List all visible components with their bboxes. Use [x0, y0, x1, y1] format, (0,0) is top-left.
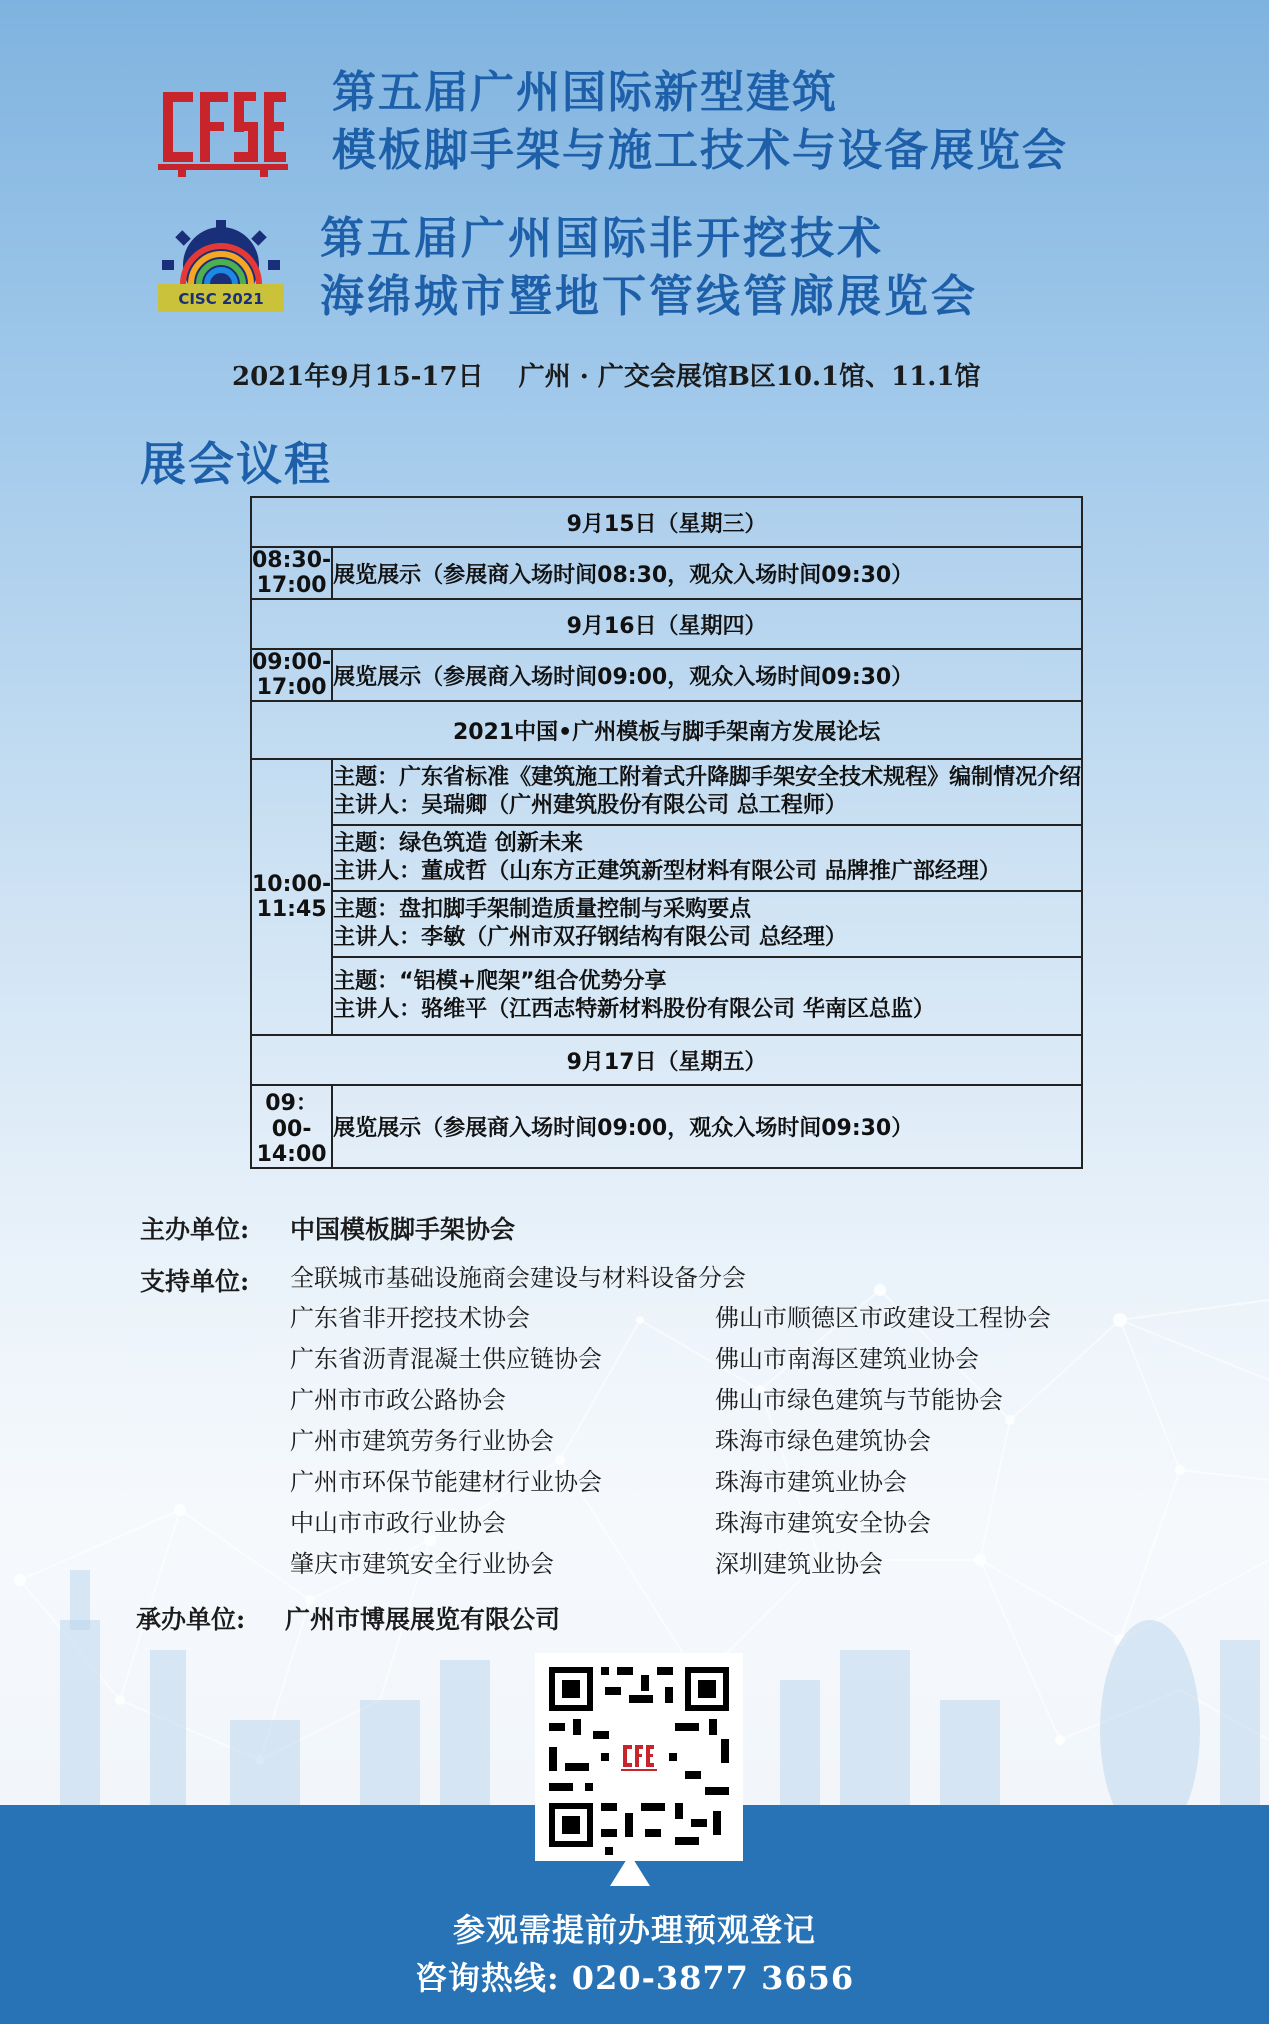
title2-line1: 第五届广州国际非开挖技术	[320, 213, 884, 264]
table-row	[251, 547, 1082, 599]
table-row	[251, 497, 1082, 547]
undertake-name: 广州市博展展览有限公司	[285, 1605, 561, 1634]
support-label: 支持单位:	[140, 1267, 250, 1296]
table-row	[251, 1085, 1082, 1168]
talk-speaker: 主讲人：董成哲（山东方正建筑新型材料有限公司 品牌推广部经理）	[333, 859, 1001, 884]
exhibition-title-1	[332, 64, 1068, 180]
list-item: 广州市市政公路协会	[290, 1386, 506, 1414]
talk-speaker: 主讲人：骆维平（江西志特新材料股份有限公司 华南区总监）	[333, 997, 935, 1022]
support-left-list	[290, 1298, 602, 1585]
list-item: 珠海市建筑安全协会	[715, 1509, 931, 1537]
date-venue: 2021年9月15-17日 广州 · 广交会展馆B区10.1馆、11.1馆	[232, 362, 981, 392]
table-row	[251, 649, 1082, 701]
cisc-logo-icon	[158, 220, 284, 312]
list-item: 深圳建筑业协会	[715, 1550, 883, 1578]
agenda-heading: 展会议程	[140, 437, 332, 491]
list-item: 佛山市绿色建筑与节能协会	[715, 1386, 1003, 1414]
list-item: 佛山市顺德区市政建设工程协会	[715, 1304, 1051, 1332]
forum-talk-4	[332, 957, 1082, 1035]
talk-topic: 主题：广东省标准《建筑施工附着式升降脚手架安全技术规程》编制情况介绍	[333, 765, 1082, 790]
list-item: 佛山市南海区建筑业协会	[715, 1345, 979, 1373]
day3-time: 09：00-14:00	[251, 1085, 332, 1168]
cfse-logo-icon	[158, 82, 288, 177]
support-right-list	[715, 1298, 1051, 1585]
list-item: 肇庆市建筑安全行业协会	[290, 1550, 554, 1578]
hotline: 咨询热线: 020-3877 3656	[414, 1959, 855, 1997]
talk-topic: 主题：盘扣脚手架制造质量控制与采购要点	[333, 897, 752, 922]
arrow-up-icon	[610, 1854, 650, 1886]
table-row	[251, 759, 1082, 825]
host-name: 中国模板脚手架协会	[290, 1215, 516, 1244]
day1-date: 9月15日（星期三）	[251, 497, 1082, 547]
day1-desc: 展览展示（参展商入场时间08:30，观众入场时间09:30）	[332, 547, 1082, 599]
table-row	[251, 957, 1082, 1035]
day2-desc: 展览展示（参展商入场时间09:00，观众入场时间09:30）	[332, 649, 1082, 701]
table-row	[251, 891, 1082, 957]
talk-topic: 主题：“铝模+爬架”组合优势分享	[333, 969, 667, 994]
list-item: 广州市环保节能建材行业协会	[290, 1468, 602, 1496]
forum-talk-2	[332, 825, 1082, 891]
host-label: 主办单位:	[140, 1215, 250, 1244]
visit-notice: 参观需提前办理预观登记	[452, 1911, 816, 1949]
day3-date: 9月17日（星期五）	[251, 1035, 1082, 1085]
forum-time: 10:00-11:45	[251, 759, 332, 1035]
list-item: 中山市市政行业协会	[290, 1509, 506, 1537]
talk-speaker: 主讲人：李敏（广州市双孖钢结构有限公司 总经理）	[333, 925, 847, 950]
talk-topic: 主题：绿色筑造 创新未来	[333, 831, 583, 856]
list-item: 珠海市建筑业协会	[715, 1468, 907, 1496]
qr-code[interactable]	[535, 1653, 743, 1861]
list-item: 广东省沥青混凝土供应链协会	[290, 1345, 602, 1373]
day1-time: 08:30-17:00	[252, 548, 332, 598]
title1-line2: 模板脚手架与施工技术与设备展览会	[332, 125, 1068, 176]
exhibition-title-2	[320, 210, 978, 326]
day3-desc: 展览展示（参展商入场时间09:00，观众入场时间09:30）	[332, 1085, 1082, 1168]
forum-title: 2021中国•广州模板与脚手架南方发展论坛	[251, 701, 1082, 759]
title2-line2: 海绵城市暨地下管线管廊展览会	[320, 271, 978, 322]
table-row	[251, 599, 1082, 649]
list-item: 珠海市绿色建筑协会	[715, 1427, 931, 1455]
cisc-logo-text: CISC 2021	[178, 290, 264, 308]
day2-date: 9月16日（星期四）	[251, 599, 1082, 649]
forum-talk-1	[332, 759, 1082, 825]
forum-talk-3	[332, 891, 1082, 957]
support-first: 全联城市基础设施商会建设与材料设备分会	[290, 1264, 746, 1292]
talk-speaker: 主讲人：吴瑞卿（广州建筑股份有限公司 总工程师）	[333, 793, 847, 818]
table-row	[251, 701, 1082, 759]
list-item: 广州市建筑劳务行业协会	[290, 1427, 554, 1455]
list-item: 广东省非开挖技术协会	[290, 1304, 530, 1332]
day2-time: 09:00-17:00	[252, 650, 332, 700]
title1-line1: 第五届广州国际新型建筑	[332, 67, 838, 118]
table-row	[251, 825, 1082, 891]
table-row	[251, 1035, 1082, 1085]
agenda-table	[250, 496, 1083, 1169]
undertake-label: 承办单位:	[136, 1605, 246, 1634]
qr-code-icon	[535, 1653, 743, 1861]
